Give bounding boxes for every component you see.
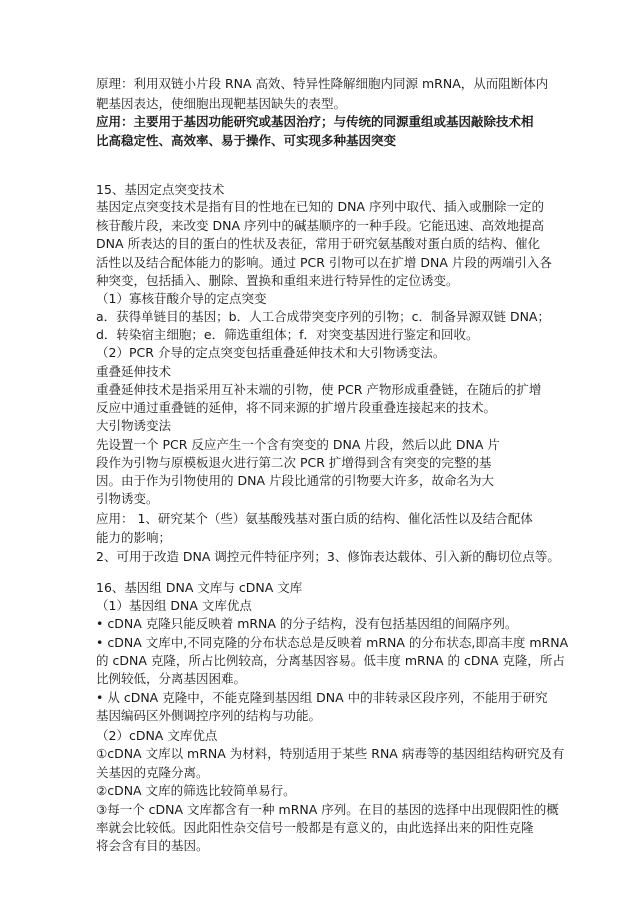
genomic-bullet-2-line-1: • cDNA 文库中,不同克隆的分布状态总是反映着 mRNA 的分布状态,即高丰度 mRNA — [96, 635, 569, 650]
section-15-paragraph-line-2: 核苷酸片段，来改变 DNA 序列中的碱基顺序的一种手段。它能迅速、高效地提高 — [96, 218, 544, 233]
section-15-application-line-1: 应用： 1、研究某个（些）氨基酸残基对蛋白质的结构、催化活性以及结合配体 — [96, 511, 533, 526]
megaprimer-line-4: 引物诱变。 — [96, 491, 159, 506]
cdna-point-1-line-1: ①cDNA 文库以 mRNA 为材料，特别适用于某些 RNA 病毒等的基因组结构研究及有 — [96, 746, 565, 761]
overlap-extension-line-2: 反应中通过重叠链的延伸，将不同来源的扩增片段重叠连接起来的技术。 — [96, 400, 497, 415]
section-15-paragraph-line-1: 基因定点突变技术是指有目的性地在已知的 DNA 序列中取代、插入或删除一定的 — [96, 199, 544, 214]
section-15-paragraph-line-5: 种突变，包括插入、删除、置换和重组来进行特异性的定位诱变。 — [96, 273, 459, 288]
rnai-application-line-2: 比高稳定性、高效率、易于操作、可实现多种基因突变 — [96, 133, 397, 148]
subsection-pcr-heading: （2）PCR 介导的定点突变包括重叠延伸技术和大引物诱变法。 — [96, 345, 446, 360]
overlap-extension-line-1: 重叠延伸技术是指采用互补末端的引物，使 PCR 产物形成重叠链，在随后的扩增 — [96, 382, 542, 397]
cdna-point-2: ②cDNA 文库的筛选比较简单易行。 — [96, 783, 296, 798]
genomic-bullet-2-line-3: 比例较低，分离基因困难。 — [96, 671, 247, 686]
section-15-application-line-2: 能力的影响； — [96, 530, 172, 545]
oligo-steps-line-1: a．获得单链目的基因；b．人工合成带突变序列的引物；c．制备异源双链 DNA； — [96, 309, 550, 324]
oligo-steps-line-2: d．转染宿主细胞；e．筛选重组体；f．对突变基因进行鉴定和回收。 — [96, 327, 479, 342]
genomic-bullet-3-line-1: • 从 cDNA 克隆中，不能克隆到基因组 DNA 中的非转录区段序列，不能用于研究 — [96, 690, 548, 705]
section-15-paragraph-line-3: DNA 所表达的目的蛋白的性状及表征，常用于研究氨基酸对蛋白质的结构、催化 — [96, 236, 541, 251]
rnai-principle-line-2: 靶基因表达，使细胞出现靶基因缺失的表型。 — [96, 96, 347, 111]
megaprimer-heading: 大引物诱变法 — [96, 418, 172, 433]
rnai-application-line-1: 应用：主要用于基因功能研究或基因治疗；与传统的同源重组或基因敲除技术相 — [96, 114, 534, 129]
genomic-bullet-2-line-2: 的 cDNA 克隆，所占比例较高，分离基因容易。低丰度 mRNA 的 cDNA 克隆，所占 — [96, 653, 565, 668]
cdna-point-3-line-2: 率就会比较低。因此阳性杂交信号一般都是有意义的，由此选择出来的阳性克隆 — [96, 820, 534, 835]
megaprimer-line-3: 因。由于作为引物使用的 DNA 片段比通常的引物要大许多，故命名为大 — [96, 473, 494, 488]
section-15-paragraph-line-4: 活性以及结合配体能力的影响。通过 PCR 引物可以在扩增 DNA 片段的两端引入各 — [96, 255, 552, 270]
subsection-oligo-heading: （1）寡核苷酸介导的定点突变 — [96, 291, 267, 306]
subsection-genomic-heading: （1）基因组 DNA 文库优点 — [96, 598, 252, 613]
overlap-extension-heading: 重叠延伸技术 — [96, 364, 172, 379]
genomic-bullet-1: • cDNA 克隆只能反映着 mRNA 的分子结构，没有包括基因组的间隔序列。 — [96, 616, 518, 631]
cdna-point-3-line-3: 将会含有目的基因。 — [96, 838, 209, 853]
section-16-heading: 16、基因组 DNA 文库与 cDNA 文库 — [96, 580, 303, 595]
cdna-point-3-line-1: ③每一个 cDNA 文库都含有一种 mRNA 序列。在目的基因的选择中出现假阳性的概 — [96, 802, 559, 817]
cdna-point-1-line-2: 关基因的克隆分离。 — [96, 765, 209, 780]
section-15-application-line-3: 2、可用于改造 DNA 调控元件特征序列；3、修饰表达载体、引入新的酶切位点等。 — [96, 549, 560, 564]
subsection-cdna-heading: （2）cDNA 文库优点 — [96, 728, 218, 743]
megaprimer-line-1: 先设置一个 PCR 反应产生一个含有突变的 DNA 片段，然后以此 DNA 片 — [96, 437, 500, 452]
rnai-principle-line-1: 原理：利用双链小片段 RNA 高效、特异性降解细胞内同源 mRNA，从而阻断体内 — [96, 76, 549, 91]
genomic-bullet-3-line-2: 基因编码区外侧调控序列的结构与功能。 — [96, 708, 322, 723]
section-15-heading: 15、基因定点突变技术 — [96, 182, 225, 197]
megaprimer-line-2: 段作为引物与原模板退火进行第二次 PCR 扩增得到含有突变的完整的基 — [96, 455, 492, 470]
